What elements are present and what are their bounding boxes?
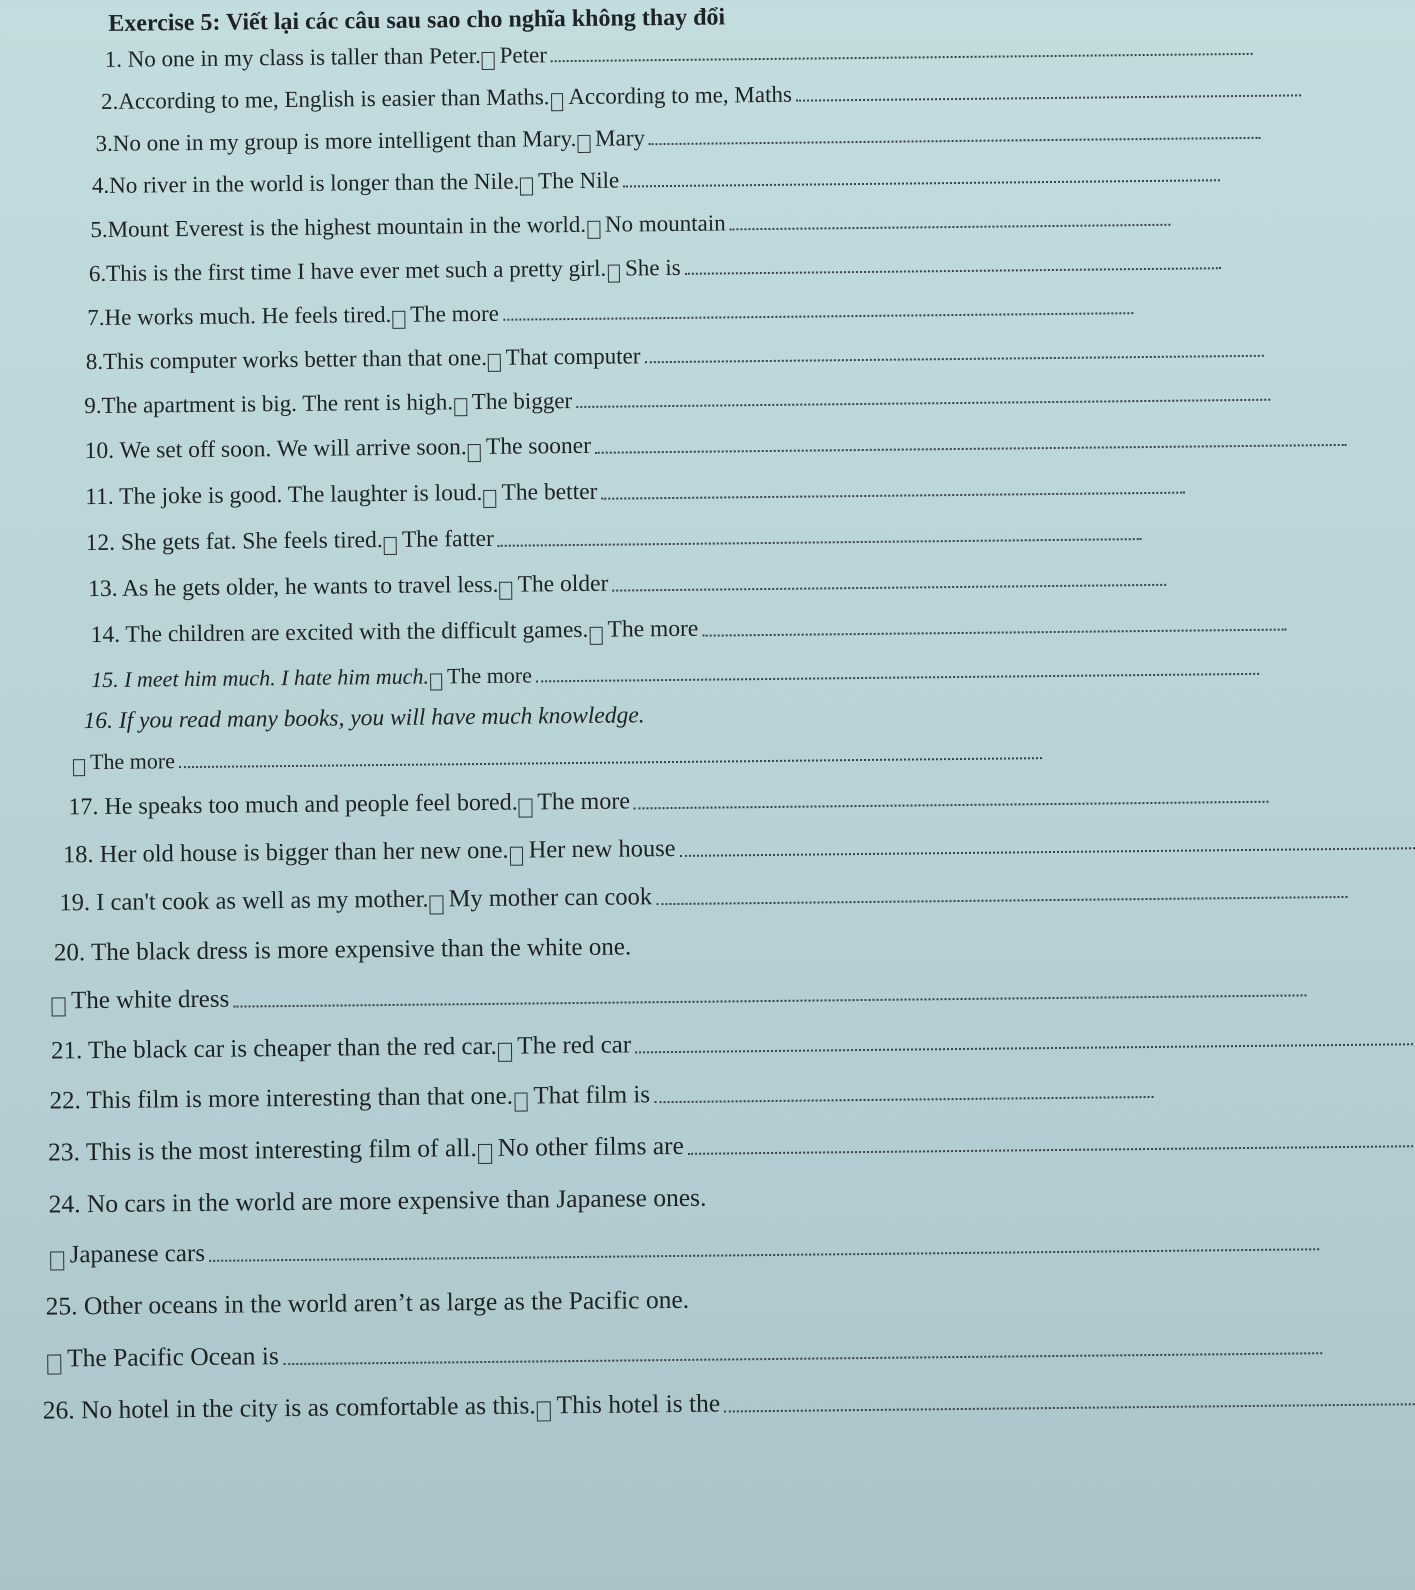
question-text: 17. He speaks too much and people feel bored. (68, 789, 518, 821)
answer-blank[interactable] (645, 355, 1264, 363)
arrow-box-icon (500, 582, 513, 600)
question-line (87, 286, 1133, 331)
question-text: 9.The apartment is big. The rent is high. (84, 389, 454, 419)
question-text: 16. If you read many books, you will have much knowledge. (83, 702, 645, 735)
answer-prompt: The fatter (401, 525, 494, 553)
question-line (85, 466, 1185, 512)
question-text: 22. This film is more interesting than that one. (49, 1082, 514, 1115)
arrow-box-icon (589, 627, 602, 645)
question-text: 11. The joke is good. The laughter is loud. (85, 479, 483, 511)
question-line (48, 1177, 848, 1219)
arrow-box-icon (430, 673, 442, 690)
answer-blank[interactable] (576, 399, 1270, 408)
answer-prompt: My mother can cook (448, 883, 653, 913)
answer-prompt: According to me, Maths (568, 81, 792, 110)
question-text: 14. The children are excited with the difficult games. (90, 616, 589, 649)
answer-blank[interactable] (680, 847, 1415, 857)
question-line (68, 775, 1268, 822)
answer-blank[interactable] (551, 53, 1253, 62)
answer-blank[interactable] (730, 224, 1171, 231)
answer-blank[interactable] (796, 94, 1301, 101)
arrow-box-icon (510, 847, 524, 866)
question-line (83, 693, 843, 735)
question-text: 8.This computer works better than that one. (85, 344, 488, 375)
answer-blank[interactable] (702, 629, 1286, 637)
question-line (43, 1377, 1415, 1426)
answer-blank[interactable] (634, 801, 1269, 810)
question-line (85, 512, 1141, 557)
answer-prompt: The more (537, 788, 631, 816)
question-text: 7.He works much. He feels tired. (87, 301, 392, 331)
arrow-box-icon (392, 311, 405, 329)
arrow-box-icon (482, 52, 495, 70)
question-line (90, 198, 1170, 243)
answer-prompt: The sooner (485, 432, 592, 460)
question-line (84, 373, 1270, 419)
answer-blank[interactable] (724, 1403, 1415, 1412)
question-line (95, 111, 1260, 157)
question-line (59, 870, 1347, 917)
answer-blank[interactable] (688, 1145, 1415, 1155)
question-text: 13. As he gets older, he wants to travel less. (88, 571, 499, 603)
arrow-box-icon (384, 537, 397, 555)
question-line (92, 153, 1220, 199)
question-text: 5.Mount Everest is the highest mountain in the world. (90, 211, 587, 243)
question-line (49, 1222, 1319, 1269)
question-line (90, 603, 1286, 650)
answer-prompt: Her new house (528, 834, 676, 864)
arrow-box-icon (454, 398, 467, 416)
question-line (50, 968, 1306, 1015)
arrow-box-icon (537, 1402, 551, 1422)
question-text: 26. No hotel in the city is as comfortable as this. (42, 1390, 536, 1425)
answer-prompt: This hotel is the (556, 1388, 721, 1420)
question-text: 25. Other oceans in the world aren’t as large as the Pacific one. (45, 1284, 690, 1321)
answer-blank[interactable] (179, 757, 1042, 768)
arrow-box-icon (587, 221, 600, 239)
answer-blank[interactable] (503, 312, 1133, 321)
answer-blank[interactable] (601, 492, 1185, 500)
question-text: 4.No river in the world is longer than the Nile. (91, 168, 520, 199)
answer-prompt: The more (607, 615, 699, 643)
answer-blank[interactable] (654, 1096, 1153, 1103)
answer-prompt: The bigger (471, 388, 573, 415)
question-line (49, 1070, 1153, 1116)
question-line (72, 731, 1042, 775)
question-line (86, 329, 1264, 375)
answer-prompt: The Pacific Ocean is (66, 1341, 279, 1373)
question-line (48, 1119, 1415, 1167)
answer-prompt: The more (446, 662, 533, 689)
answer-blank[interactable] (498, 538, 1142, 547)
answer-prompt: Peter (499, 42, 548, 68)
question-text: 10. We set off soon. We will arrive soon. (84, 434, 467, 465)
question-text: 6.This is the first time I have ever met such a pretty girl. (88, 255, 607, 287)
question-text: 19. I can't cook as well as my mother. (59, 885, 429, 917)
arrow-box-icon (483, 490, 496, 508)
question-text: 2.According to me, English is easier than Maths. (100, 84, 550, 114)
question-text: 23. This is the most interesting film of all. (47, 1133, 477, 1167)
question-line (88, 558, 1166, 603)
answer-prompt: The better (501, 478, 598, 506)
question-line (101, 68, 1301, 115)
arrow-box-icon (73, 759, 85, 776)
arrow-box-icon (488, 354, 501, 372)
answer-blank[interactable] (595, 444, 1347, 454)
answer-prompt: The Nile (537, 167, 620, 194)
arrow-box-icon (47, 1355, 61, 1375)
arrow-box-icon (514, 1092, 528, 1112)
answer-blank[interactable] (612, 584, 1166, 592)
question-line (85, 418, 1347, 465)
answer-blank[interactable] (209, 1248, 1319, 1262)
question-text: 3.No one in my group is more intelligent than Mary. (95, 125, 577, 157)
answer-prompt: That film is (533, 1081, 651, 1110)
arrow-box-icon (468, 444, 481, 462)
answer-blank[interactable] (649, 137, 1261, 145)
answer-prompt: The white dress (70, 985, 230, 1015)
question-text: 18. Her old house is bigger than her new one. (62, 836, 509, 869)
question-line (91, 647, 1259, 693)
question-text: 15. I meet him much. I hate him much. (90, 663, 430, 693)
answer-blank[interactable] (685, 267, 1221, 275)
arrow-box-icon (430, 896, 444, 915)
question-text: 20. The black dress is more expensive than the white one. (53, 933, 632, 967)
answer-prompt: The more (410, 300, 500, 327)
arrow-box-icon (577, 135, 590, 153)
question-line (89, 241, 1221, 287)
arrow-box-icon (498, 1042, 512, 1062)
arrow-box-icon (52, 997, 66, 1017)
question-text: 12. She gets fat. She feels tired. (85, 527, 383, 557)
question-line (46, 1326, 1322, 1373)
arrow-box-icon (50, 1251, 64, 1271)
answer-prompt: The more (89, 748, 176, 775)
question-text: 24. No cars in the world are more expensive than Japanese ones. (48, 1182, 707, 1219)
answer-prompt: That computer (505, 343, 641, 370)
question-line (45, 1279, 845, 1321)
question-text: 21. The black car is cheaper than the red car. (50, 1032, 497, 1065)
answer-prompt: No other films are (497, 1130, 685, 1162)
exercise-title: Exercise 5: Viết lại các câu sau sao cho nghĩa không thay đổi (108, 4, 726, 37)
arrow-box-icon (520, 178, 533, 196)
answer-blank[interactable] (623, 179, 1220, 187)
answer-blank[interactable] (536, 673, 1259, 683)
answer-prompt: The older (517, 570, 609, 598)
answer-prompt: Japanese cars (69, 1239, 206, 1269)
question-text: 1. No one in my class is taller than Peter. (104, 42, 481, 72)
question-line (54, 926, 794, 968)
arrow-box-icon (607, 265, 620, 283)
answer-blank[interactable] (233, 994, 1306, 1007)
answer-blank[interactable] (283, 1352, 1322, 1365)
answer-prompt: Mary (594, 125, 646, 151)
answer-blank[interactable] (635, 1043, 1415, 1053)
question-line (63, 821, 1415, 869)
answer-prompt: No mountain (604, 210, 726, 237)
arrow-box-icon (551, 93, 564, 111)
question-line (51, 1017, 1415, 1065)
arrow-box-icon (519, 799, 532, 818)
answer-prompt: She is (624, 254, 681, 281)
arrow-box-icon (478, 1144, 492, 1164)
answer-prompt: The red car (517, 1031, 632, 1060)
answer-blank[interactable] (656, 896, 1347, 905)
